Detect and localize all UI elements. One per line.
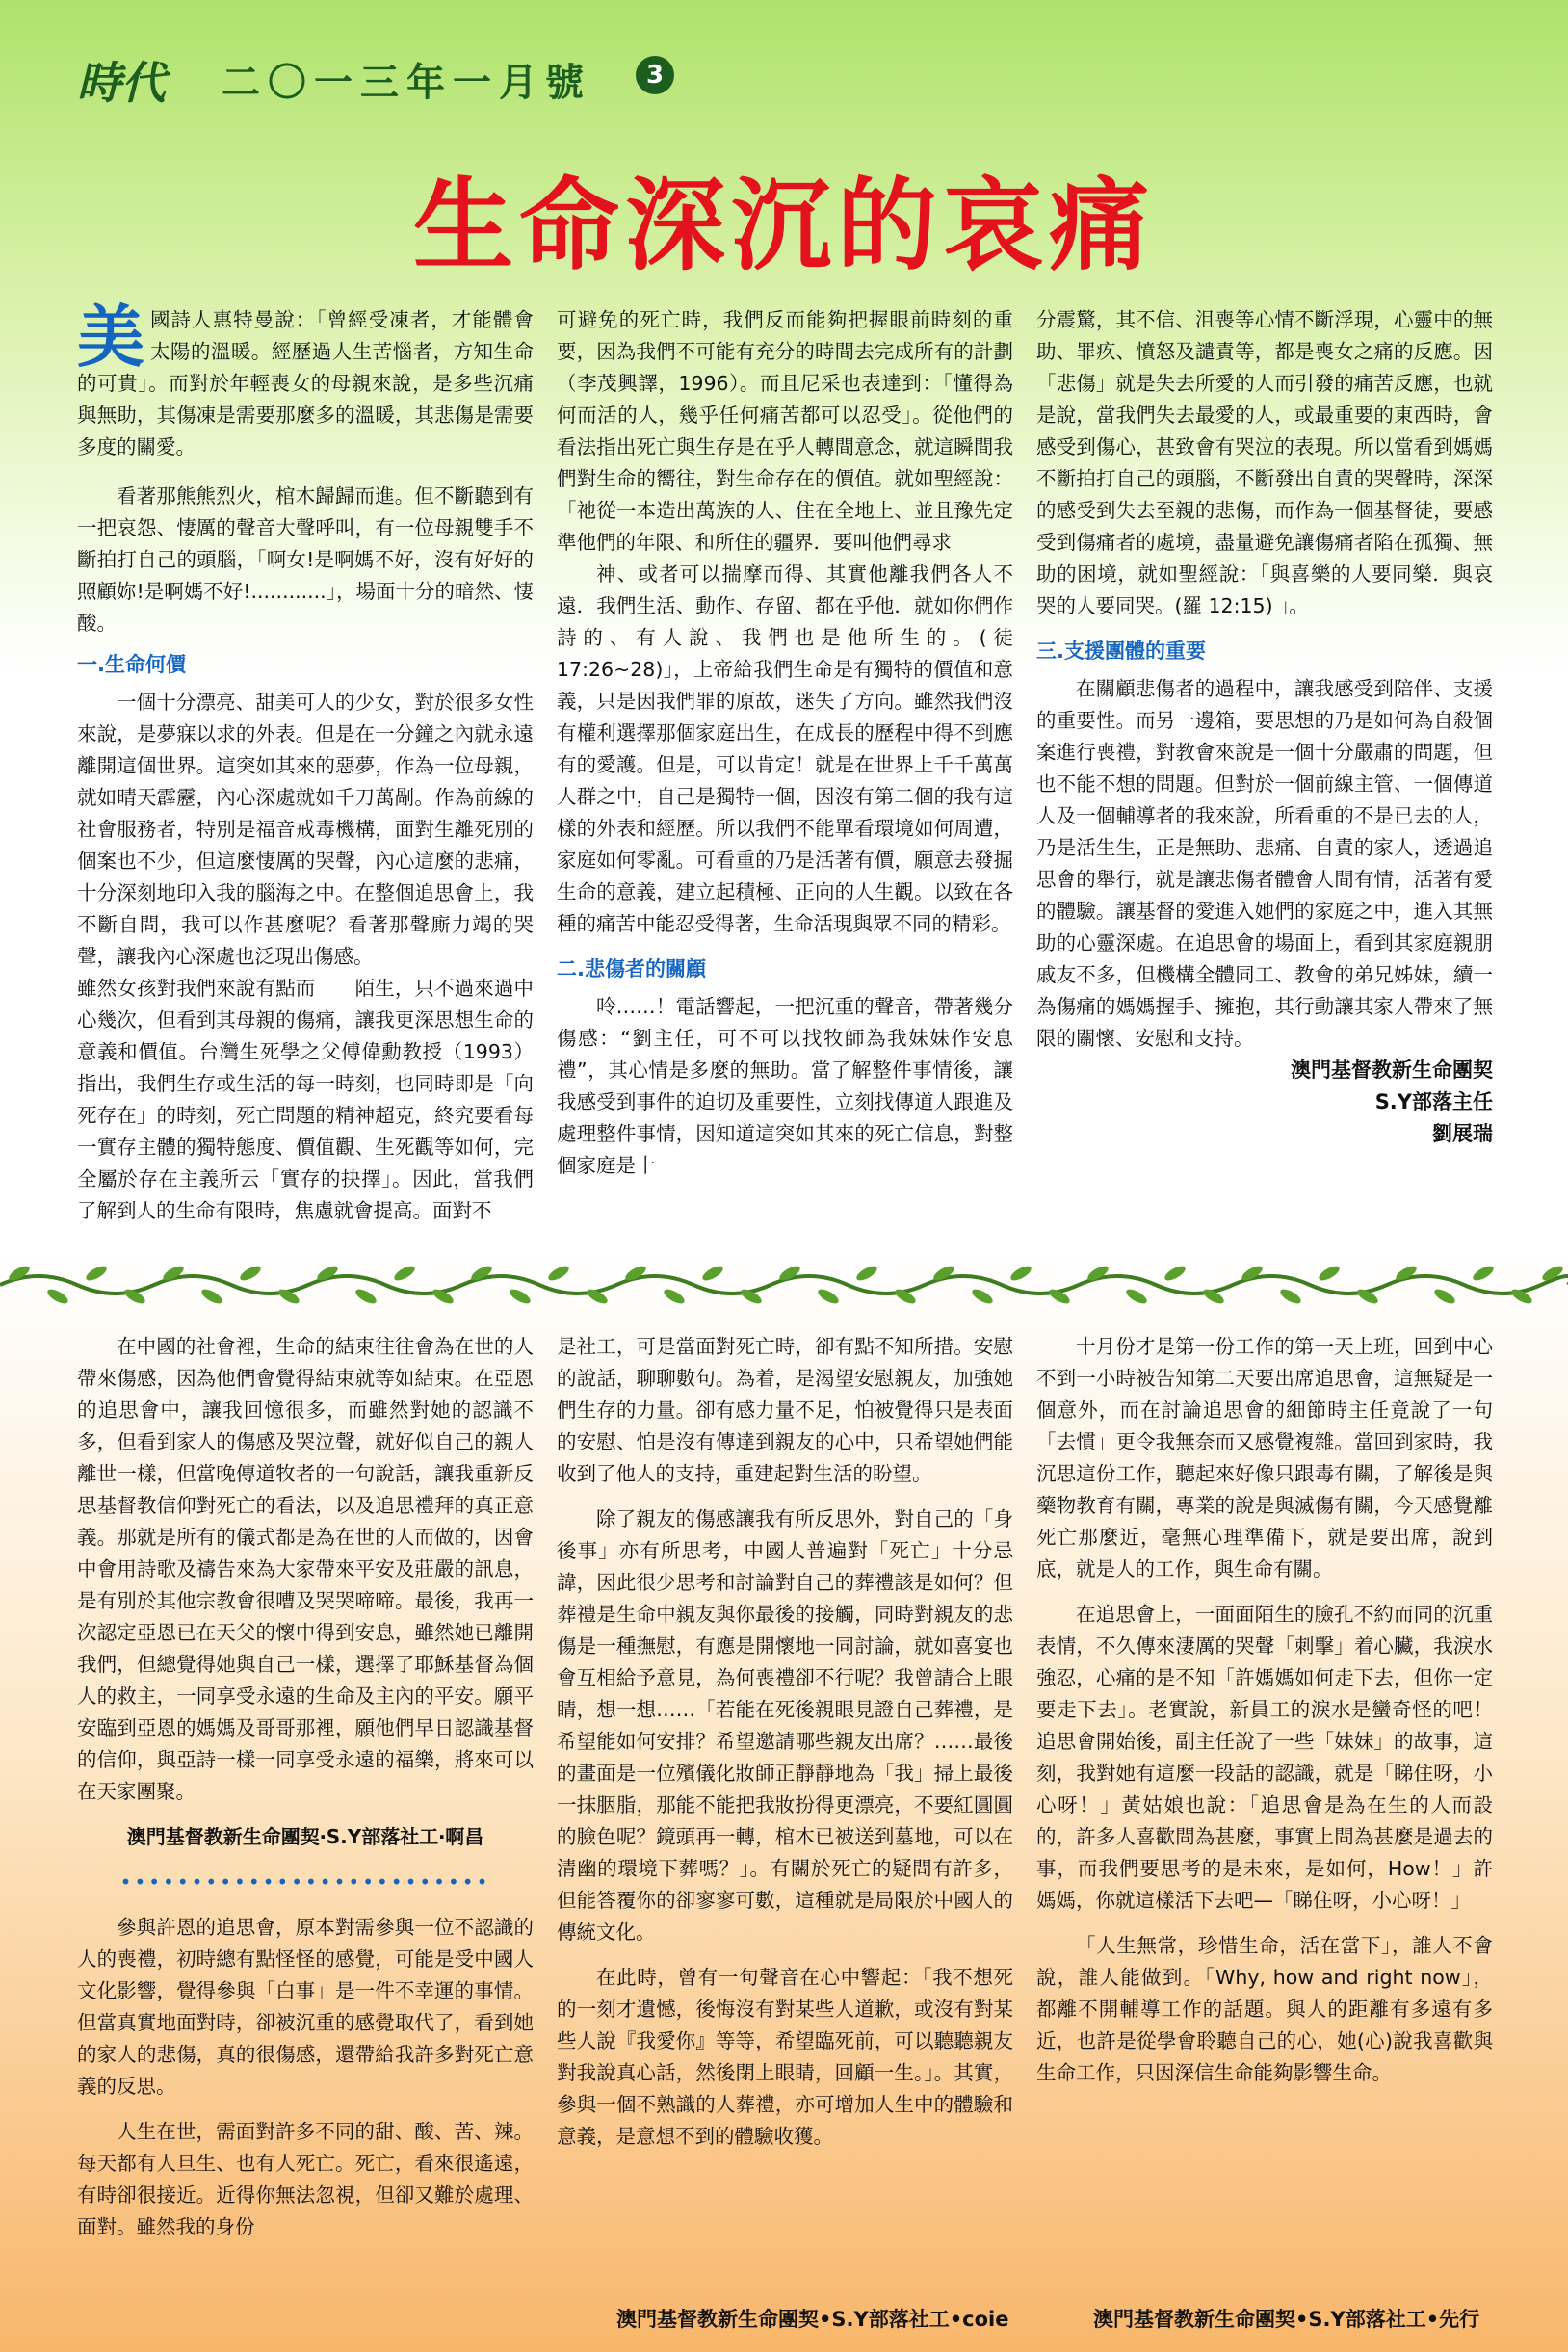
article4-signature: 澳門基督教新生命團契•S.Y部落社工•先行	[1093, 2308, 1480, 2331]
paragraph: 分震驚，其不信、沮喪等心情不斷浮現，心靈中的無助、罪疚、憤怒及譴責等，都是喪女之痛的反應。因「悲傷」就是失去所愛的人而引發的痛苦反應，也就是說，當我們失去最愛的人，或最重要的東西時，會感受到傷心，甚致會有哭泣的表現。所以當看到媽媽不斷拍打自己的頭腦，不斷發出自責的哭聲時，深深的感受到失去至親的悲傷，而作為一個基督徒，要感受到傷痛者的處境，盡量避免讓傷痛者陷在孤獨、無助的困境，就如聖經說：「與喜樂的人要同樂．與哀哭的人要同哭。(羅 12:15) 」。	[1036, 308, 1493, 617]
paragraph: 除了親友的傷感讓我有所反思外，對自己的「身後事」亦有所思考，中國人普遍對「死亡」十分忌諱，因此很少思考和討論對自己的葬禮該是如何？但葬禮是生命中親友與你最後的接觸，同時對親友的悲傷是一種撫慰，有應是開懷地一同討論，就如喜宴也會互相給予意見，為何喪禮卻不行呢？我曾請合上眼睛，想一想……「若能在死後親眼見證自己葬禮，是希望能如何安排？希望邀請哪些親友出席？……最後的畫面是一位殯儀化妝師正靜靜地為「我」掃上最後一抹胭脂，那能不能把我妝扮得更漂亮，不要紅圓圓的臉色呢？鏡頭再一轉，棺木已被送到墓地，可以在清幽的環境下葬嗎？」。有關於死亡的疑問有許多，但能答覆你的卻寥寥可數，這種就是局限於中國人的傳統文化。	[557, 1507, 1013, 1944]
paragraph: 十月份才是第一份工作的第一天上班，回到中心不到一小時被告知第二天要出席追思會，這無疑是一個意外，而在討論追思會的細節時主任竟說了一句「去慣」更令我無奈而又感覺複雜。當回到家時，我沉思這份工作，聽起來好像只跟毒有關，了解後是與藥物教育有關，專業的說是與滅傷有關，今天感覺離死亡那麼近，毫無心理準備下，就是要出席，說到底，就是人的工作，與生命有關。	[1036, 1335, 1493, 1581]
article3-signature: 澳門基督教新生命團契•S.Y部落社工•coie	[616, 2308, 1009, 2331]
page-number-badge: 3	[636, 56, 674, 94]
bottom-column-1	[77, 1331, 534, 2243]
paragraph: 呤……！電話響起，一把沉重的聲音，帶著幾分傷感：“劉主任，可不可以找牧師為我妹妹作安息禮”，其心情是多麼的無助。當了解整件事情後，讓我感受到事件的迫切及重要性，立刻找傳道人跟進及處理整件事情，因知道這突如其來的死亡信息，對整個家庭是十	[557, 995, 1013, 1177]
paragraph: 神、或者可以揣摩而得、其實他離我們各人不遠．我們生活、動作、存留、都在乎他．就如你們作詩的、有人說、我們也是他所生的。(徒17:26~28)」，上帝給我們生命是有獨特的價值和意義，只是因我們罪的原故，迷失了方向。雖然我們沒有權利選擇那個家庭出生，在成長的歷程中得不到應有的愛護。但是，可以肯定！就是在世界上千千萬萬人群之中，自己是獨特一個，因沒有第二個的我有這樣的外表和經歷。所以我們不能單看環境如何周遭，家庭如何零亂。可看重的乃是活著有價，願意去發掘生命的意義，建立起積極、正向的人生觀。以致在各種的痛苦中能忍受得著，生命活現與眾不同的精彩。	[557, 562, 1013, 935]
article1-column-3	[1036, 304, 1493, 1150]
article1-intro-paragraph	[77, 297, 534, 463]
article2-signature: 澳門基督教新生命團契‧S.Y部落社工‧啊昌	[126, 1825, 484, 1848]
signature-role: S.Y部落主任	[1374, 1090, 1493, 1113]
paragraph: 是社工，可是當面對死亡時，卻有點不知所措。安慰的說話，聊聊數句。為着，是渴望安慰親友，加強她們生存的力量。卻有感力量不足，怕被覺得只是表面的安慰、怕是沒有傳達到親友的心中，只希望她們能收到了他人的支持，重建起對生活的盼望。	[557, 1335, 1013, 1485]
bottom-column-2	[557, 1331, 1013, 2153]
paragraph: 看著那熊熊烈火，棺木歸歸而進。但不斷聽到有一把哀怨、悽厲的聲音大聲呼叫，有一位母親雙手不斷拍打自己的頭腦，「啊女!是啊媽不好，沒有好好的照顧妳!是啊媽不好!............」，場面十分的暗然、悽酸。	[77, 484, 534, 635]
section-heading-3: 三.支援團體的重要	[1036, 640, 1206, 663]
vine-divider	[0, 1250, 1568, 1320]
intro-text: 國詩人惠特曼說：「曾經受凍者，才能體會太陽的溫暖。經歷過人生苦惱者，方知生命的可貴」。而對於年輕喪女的母親來說，是多些沉痛與無助，其傷凍是需要那麼多的溫暖，其悲傷是需要多度的關愛。	[77, 308, 534, 458]
bottom-column-3	[1036, 1331, 1493, 2089]
section-heading-2: 二.悲傷者的關顧	[557, 957, 706, 980]
paragraph: 在中國的社會裡，生命的結束往往會為在世的人帶來傷感，因為他們會覺得結束就等如結束。在亞恩的追思會中，讓我回憶很多，而雖然對她的認識不多，但看到家人的傷感及哭泣聲，就好似自己的親人離世一樣，但當晚傳道牧者的一句說話，讓我重新反思基督教信仰對死亡的看法，以及追思禮拜的真正意義。那就是所有的儀式都是為在世的人而做的，因會中會用詩歌及禱告來為大家帶來平安及莊嚴的訊息，是有別於其他宗教會很嘈及哭哭啼啼。最後，我再一次認定亞恩已在天父的懷中得到安息，雖然她已離開我們，但總覺得她與自己一樣，選擇了耶穌基督為個人的救主，一同享受永遠的生命及主內的平安。願平安臨到亞恩的媽媽及哥哥那裡，願他們早日認識基督的信仰，與亞詩一樣一同享受永遠的福樂，將來可以在天家團聚。	[77, 1335, 534, 1803]
paragraph: 一個十分漂亮、甜美可人的少女，對於很多女性來說，是夢寐以求的外表。但是在一分鐘之內就永遠離開這個世界。這突如其來的惡夢，作為一位母親，就如晴天霹靂，內心深處就如千刀萬剮。作為前線的社會服務者，特別是福音戒毒機構，面對生離死別的個案也不少，但這麼悽厲的哭聲，內心這麼的悲痛，十分深刻地印入我的腦海之中。在整個追思會上，我不斷自問，我可以作甚麼呢？看著那聲廝力竭的哭聲，讓我內心深處也泛現出傷感。	[77, 691, 534, 968]
section-heading-1: 一.生命何價	[77, 653, 186, 676]
signature-name: 劉展瑞	[1432, 1122, 1493, 1145]
dotted-separator: ••••••••••••••••••••••••••	[119, 1870, 491, 1894]
article1-column-2	[557, 304, 1013, 1182]
dropcap: 美	[77, 297, 144, 377]
paragraph: 「人生無常，珍惜生命，活在當下」，誰人不會說，誰人能做到。「Why, how and right now」，都離不開輔導工作的話題。與人的距離有多遠有多近，也許是從學會聆聽自己的心，她(心)說我喜歡與生命工作，只因深信生命能夠影響生命。	[1036, 1934, 1493, 2084]
article-title: 生命深沉的哀痛	[412, 167, 1155, 284]
paragraph: 雖然女孩對我們來說有點而 陌生，只不過來過中心幾次，但看到其母親的傷痛，讓我更深思想生命的意義和價值。台灣生死學之父傅偉勳教授（1993）指出，我們生存或生活的每一時刻，也同時即是「向死存在」的時刻，死亡問題的精神超克，終究要看每一實存主體的獨特態度、價值觀、生死觀等如何，完全屬於存在主義所云「實存的抉擇」。因此，當我們了解到人的生命有限時，焦慮就會提高。面對不	[77, 977, 534, 1222]
paragraph: 人生在世，需面對許多不同的甜、酸、苦、辣。每天都有人旦生、也有人死亡。死亡，看來很遙遠，有時卻很接近。近得你無法忽視，但卻又難於處理、面對。雖然我的身份	[77, 2120, 534, 2238]
paragraph: 在追思會上，一面面陌生的臉孔不約而同的沉重表情，不久傳來淒厲的哭聲「刺擊」着心臟，我淚水強忍，心痛的是不知「許媽媽如何走下去，但你一定要走下去」。老實說，新員工的淚水是蠻奇怪的吧！追思會開始後，副主任說了一些「妹妹」的故事，這刻，我對她有這麼一段話的認識，就是「睇住呀，小心呀！」黃姑娘也說：「追思會是為在生的人而設的，許多人喜歡問為甚麼，事實上問為甚麼是過去的事，而我們要思考的是未來，是如何，How！」許媽媽，你就這樣活下去吧—「睇住呀，小心呀！」	[1036, 1603, 1493, 1912]
paragraph: 參與許恩的追思會，原本對需參與一位不認識的人的喪禮，初時總有點怪怪的感覺，可能是受中國人文化影響，覺得參與「白事」是一件不幸運的事情。但當真實地面對時，卻被沉重的感覺取代了，看到她的家人的悲傷，真的很傷感，還帶給我許多對死亡意義的反思。	[77, 1916, 534, 2098]
signature-org: 澳門基督教新生命團契	[1291, 1058, 1493, 1082]
paragraph: 在此時，曾有一句聲音在心中響起：「我不想死的一刻才遺憾，後悔沒有對某些人道歉，或沒有對某些人說『我愛你』等等，希望臨死前，可以聽聽親友對我說真心話，然後閉上眼睛，回顧一生。」。其實，參與一個不熟識的人葬禮，亦可增加人生中的體驗和意義，是意想不到的體驗收獲。	[557, 1966, 1013, 2148]
paragraph: 可避免的死亡時，我們反而能夠把握眼前時刻的重要，因為我們不可能有充分的時間去完成所有的計劃（李茂興譯，1996）。而且尼采也表達到：「懂得為何而活的人，幾乎任何痛苦都可以忍受」。從他們的看法指出死亡與生存是在乎人轉間意念，就這瞬間我們對生命的嚮往，對生命存在的價值。就如聖經說：「祂從一本造出萬族的人、住在全地上、並且豫先定準他們的年限、和所住的疆界．要叫他們尋求	[557, 308, 1013, 554]
magazine-brand: 時代	[77, 57, 166, 109]
issue-date: 二〇一三年一月號	[222, 60, 591, 105]
article1-column-1	[77, 297, 534, 1227]
paragraph: 在關顧悲傷者的過程中，讓我感受到陪伴、支援的重要性。而另一邊箱，要思想的乃是如何為自殺個案進行喪禮，對教會來說是一個十分嚴肅的問題，但也不能不想的問題。但對於一個前線主管、一個傳道人及一個輔導者的我來說，所看重的不是已去的人，乃是活生生，正是無助、悲痛、自責的家人，透過追思會的舉行，就是讓悲傷者體會人間有情，活著有愛的體驗。讓基督的愛進入她們的家庭之中，進入其無助的心靈深處。在追思會的場面上，看到其家庭親朋戚友不多，但機構全體同工、教會的弟兄姊妹，續一為傷痛的媽媽握手、擁抱，其行動讓其家人帶來了無限的關懷、安慰和支持。	[1036, 677, 1493, 1050]
